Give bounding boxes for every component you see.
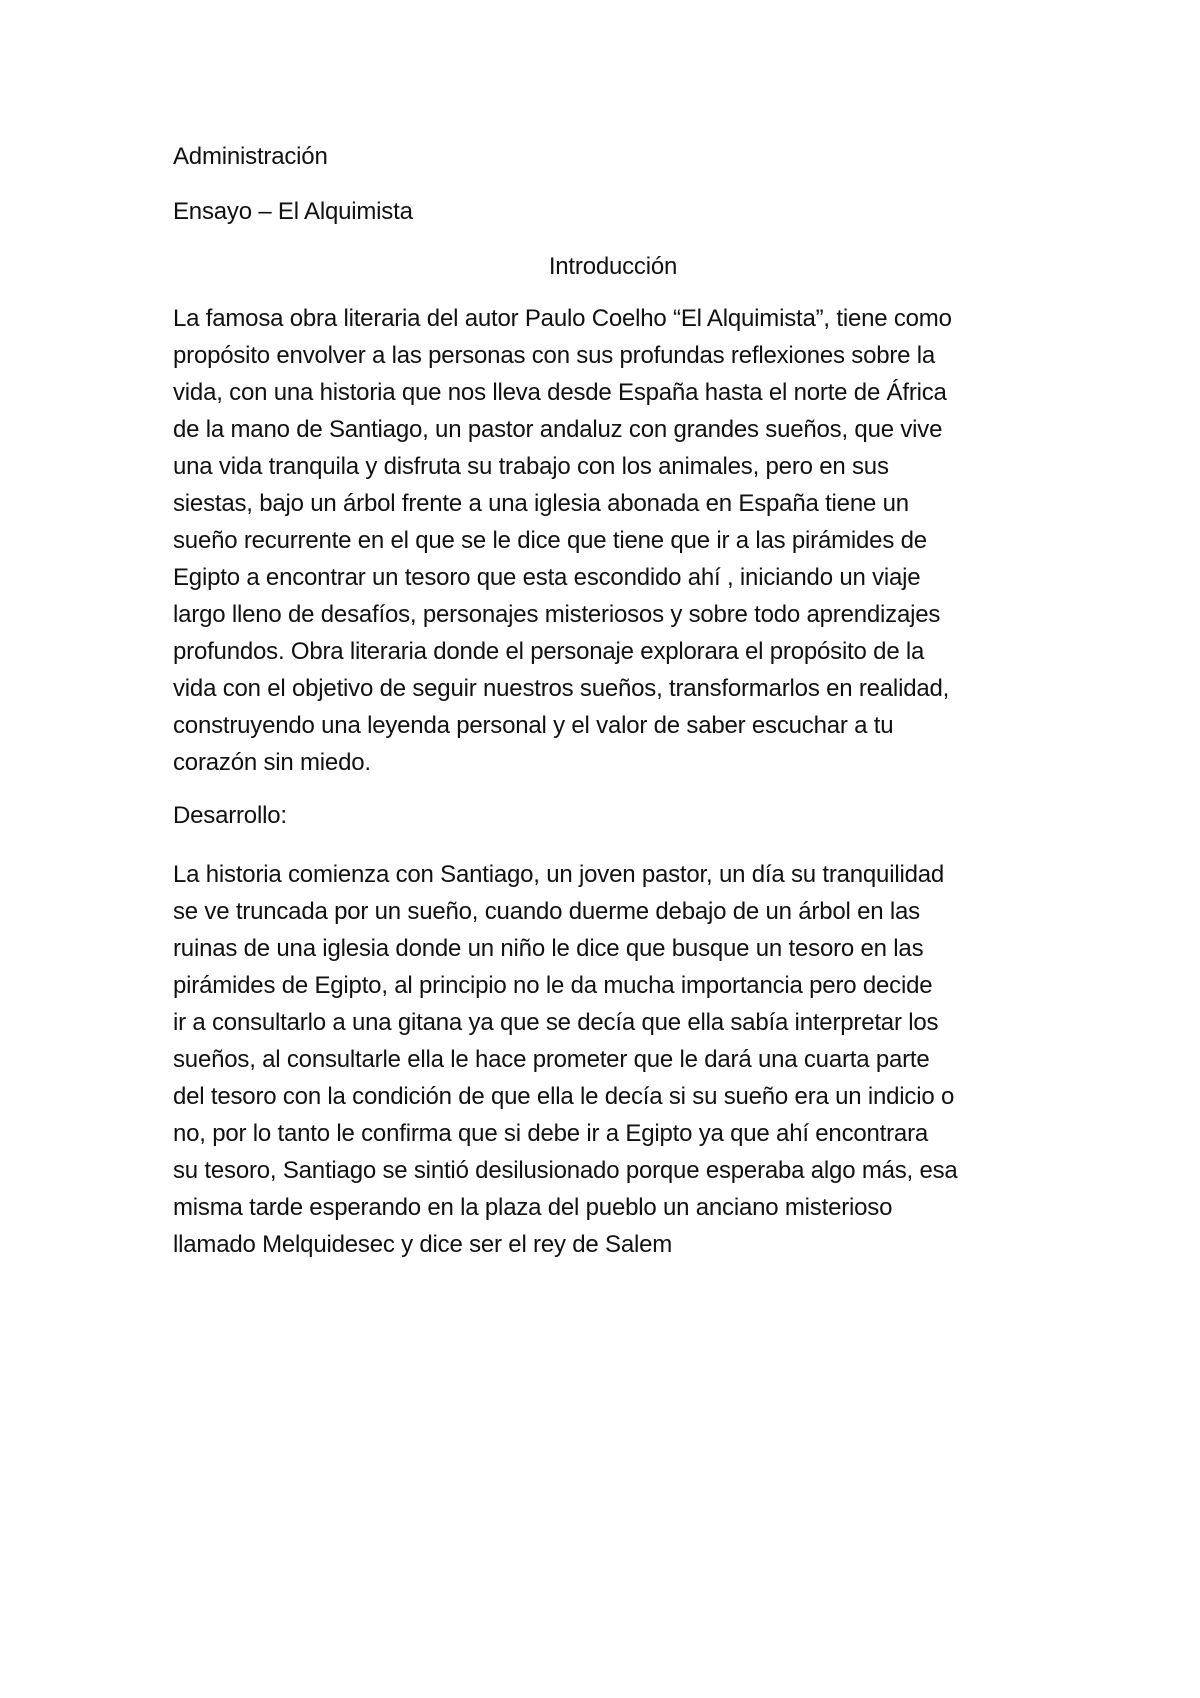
paragraph-line: misma tarde esperando en la plaza del pueblo un anciano misterioso	[173, 1194, 893, 1221]
paragraph-line: sueños, al consultarle ella le hace prometer que le dará una cuarta parte	[173, 1046, 930, 1073]
paragraph-line: La famosa obra literaria del autor Paulo Coelho “El Alquimista”, tiene como	[173, 305, 952, 332]
paragraph-line: ir a consultarlo a una gitana ya que se decía que ella sabía interpretar los	[173, 1009, 939, 1036]
paragraph-line: de la mano de Santiago, un pastor andaluz con grandes sueños, que vive	[173, 416, 943, 443]
essay-title: Ensayo – El Alquimista	[173, 198, 413, 225]
paragraph-line: ruinas de una iglesia donde un niño le dice que busque un tesoro en las	[173, 935, 924, 962]
paragraph-line: La historia comienza con Santiago, un joven pastor, un día su tranquilidad	[173, 861, 945, 888]
paragraph-line: del tesoro con la condición de que ella le decía si su sueño era un indicio o	[173, 1083, 955, 1110]
paragraph-line: corazón sin miedo.	[173, 749, 371, 776]
development-paragraph	[173, 856, 1053, 1263]
paragraph-line: profundos. Obra literaria donde el personaje explorara el propósito de la	[173, 638, 925, 665]
paragraph-line: llamado Melquidesec y dice ser el rey de Salem	[173, 1231, 673, 1258]
paragraph-line: vida, con una historia que nos lleva desde España hasta el norte de África	[173, 379, 947, 406]
paragraph-line: vida con el objetivo de seguir nuestros sueños, transformarlos en realidad,	[173, 675, 950, 702]
development-heading: Desarrollo:	[173, 802, 287, 829]
paragraph-line: largo lleno de desafíos, personajes misteriosos y sobre todo aprendizajes	[173, 601, 941, 628]
intro-heading: Introducción	[548, 253, 678, 280]
course-label: Administración	[173, 143, 328, 170]
paragraph-line: su tesoro, Santiago se sintió desilusionado porque esperaba algo más, esa	[173, 1157, 958, 1184]
paragraph-line: una vida tranquila y disfruta su trabajo con los animales, pero en sus	[173, 453, 889, 480]
paragraph-line: Egipto a encontrar un tesoro que esta escondido ahí , iniciando un viaje	[173, 564, 921, 591]
paragraph-line: propósito envolver a las personas con sus profundas reflexiones sobre la	[173, 342, 936, 369]
paragraph-line: siestas, bajo un árbol frente a una iglesia abonada en España tiene un	[173, 490, 909, 517]
paragraph-line: sueño recurrente en el que se le dice que tiene que ir a las pirámides de	[173, 527, 927, 554]
paragraph-line: pirámides de Egipto, al principio no le da mucha importancia pero decide	[173, 972, 933, 999]
document-body	[173, 142, 1053, 1283]
paragraph-line: se ve truncada por un sueño, cuando duerme debajo de un árbol en las	[173, 898, 920, 925]
paragraph-line: no, por lo tanto le confirma que si debe ir a Egipto ya que ahí encontrara	[173, 1120, 929, 1147]
paragraph-line: construyendo una leyenda personal y el valor de saber escuchar a tu	[173, 712, 894, 739]
intro-paragraph	[173, 300, 1053, 781]
